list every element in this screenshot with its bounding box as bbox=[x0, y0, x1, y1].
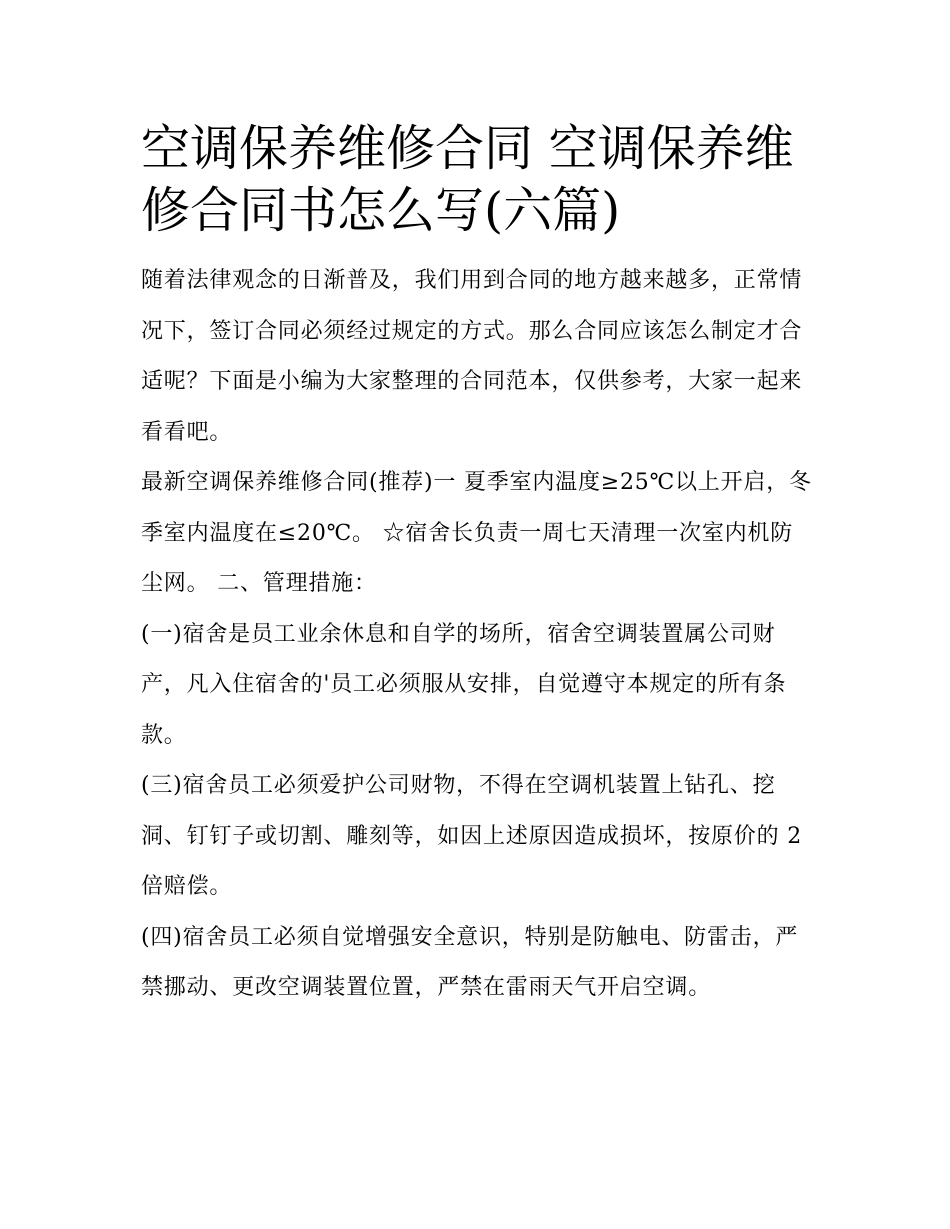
paragraph-temperature-rules: 最新空调保养维修合同(推荐)一 夏季室内温度≥25℃以上开启，冬季室内温度在≤20℃。 ☆宿舍长负责一周七天清理一次室内机防尘网。 二、管理措施： bbox=[141, 470, 812, 596]
document-body bbox=[141, 118, 813, 1014]
paragraph-intro: 随着法律观念的日渐普及，我们用到合同的地方越来越多，正常情况下，签订合同必须经过规定的方式。那么合同应该怎么制定才合适呢？下面是小编为大家整理的合同范本，仅供参考，大家一起来看看吧。 bbox=[141, 268, 803, 445]
paragraph-clause-3: (三)宿舍员工必须爱护公司财物，不得在空调机装置上钻孔、挖洞、钉钉子或切割、雕刻等，如因上述原因造成损坏，按原价的 2 倍赔偿。 bbox=[141, 773, 802, 899]
document-title: 空调保养维修合同 空调保养维修合同书怎么写(六篇) bbox=[141, 120, 794, 239]
paragraph-clause-4: (四)宿舍员工必须自觉增强安全意识，特别是防触电、防雷击，严禁挪动、更改空调装置位置，严禁在雷雨天气开启空调。 bbox=[141, 924, 799, 1000]
paragraph-clause-1: (一)宿舍是员工业余休息和自学的场所，宿舍空调装置属公司财产，凡入住宿舍的'员工必须服从安排，自觉遵守本规定的所有条款。 bbox=[141, 621, 787, 748]
